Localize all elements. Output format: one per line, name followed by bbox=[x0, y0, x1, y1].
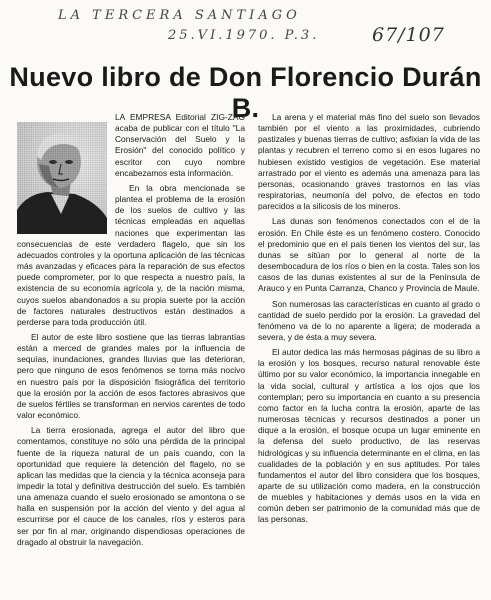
article-headline: Nuevo libro de Don Florencio Durán B. bbox=[9, 62, 482, 123]
article-paragraph: El autor de este libro sostiene que las tierras labrantías están a merced de grandes males por la influencia de sequías, inundaciones, grandes lluvias que las deterioran, pero que ninguno de esos fenómenos se torna más nocivo en nuestro país por la disposición fisiográfica del territorio que la erosión por la acción de esos factores abrasivos que de suelos fértiles se transforman en nervios carentes de todo valor económico. bbox=[17, 331, 245, 421]
article-right-column bbox=[258, 112, 480, 530]
article-paragraph: Las dunas son fenómenos conectados con el de la erosión. En Chile éste es un fenómeno costero. Conocido el predominio que en el país tienen los vientos del sur, las dunas se sitúan por lo general al norte de la desembocadura de los ríos o bien en la costa. Tales son los casos de las dunas existentes al sur de la Península de Arauco y en Punta Carranza, Chanco y Provincia de Maule. bbox=[258, 216, 480, 294]
article-paragraph: Son numerosas las características en cuanto al grado o cantidad de suelo perdido por la erosión. La gravedad del fenómeno va de lo no aparente a ligera; de moderada a severa, y de ésta a muy severa. bbox=[258, 298, 480, 342]
portrait-halftone-icon bbox=[17, 122, 107, 234]
article-paragraph: La tierra erosionada, agrega el autor del libro que comentamos, constituye no sólo una pérdida de la principal fuente de la riqueza natural de un país cuando, con la oportunidad que requiere la detención del flagelo, no se aplican las medidas que la ciencia y la técnica aconseja para impedir la total y definitiva destrucción del suelo. Es también una amenaza cuando el suelo erosionado se amontona o se halla en suspensión por la acción del viento y del agua al escurrirse por el cauce de los canales, ríos y esteros para ser por fin al mar, originando dispendiosas operaciones de dragado al obstruir la navegación. bbox=[17, 425, 245, 547]
article-paragraph: La arena y el material más fino del suelo son llevados también por el viento a las proximidades, cubriendo pastizales y buenas tierras de cultivo; asfixian la vida de las plantas y recubren el terreno como si en esos lugares no hubiesen existido vestigios de vegetación. Ese material arrastrado por el viento es además una amenaza para las personas, ocasionando graves trastornos en las vías respiratorias, neumonía del polvo, de efectos en todo parecidos a la silicosis de los mineros. bbox=[258, 112, 480, 212]
handwritten-date-note: 25.VI.1970. P.3. bbox=[168, 28, 320, 43]
article-paragraph: El autor dedica las más hermosas páginas de su libro a la erosión y los bosques, recurso natural renovable éste último por su valor económico, la importancia innegable en la vida social, cultural y artística a los ojos que los contemplan; pero su importancia en cuanto a su presencia como factor en la lucha contra la erosión, aparte de las numerosas técnicas y recursos destinados a poner un dique a la erosión, el bosque ocupa un lugar eminente en la defensa del suelo productivo, de las reservas hidrológicas y su influencia determinante en el clima, en las cualidades de la población y en sus aptitudes. Por tales fundamentos el autor del libro considera que los bosques, aparte de su utilización como madera, en la construcción de muebles y habitaciones y demás usos en la vida en común deben ser patrimonio de la comunidad más que de las personas. bbox=[258, 347, 480, 525]
author-portrait-photo bbox=[17, 122, 107, 234]
handwritten-source-note: LA TERCERA SANTIAGO bbox=[58, 8, 301, 23]
article-paragraph: En la obra mencionada se plantea el problema de la erosión de los suelos de cultivo y las técnicas empleadas en aquellas naciones que experimentan las consecuencias de este verdadero flagelo, que sin los adecuados controles y la oportuna aplicación de las técnicas más avanzadas y eficaces para la reparación de sus efectos puede comprometer, por lo que respecta a nuestro país, la existencia de su economía agrícola y, de la nación misma, cuyos suelos abandonados a su propia suerte por la acción de factores naturales destructivos están destinados a perderse para toda producción útil. bbox=[17, 182, 245, 327]
article-left-column bbox=[17, 112, 245, 552]
article-intro-paragraph: LA EMPRESA Editorial ZIG-ZAG acaba de publicar con el título "La Conservación del Suelo y la Erosión" del conocido político y escritor con cuyo nombre encabezamos esta información. bbox=[115, 112, 245, 178]
handwritten-archive-code: 67/107 bbox=[372, 24, 445, 46]
